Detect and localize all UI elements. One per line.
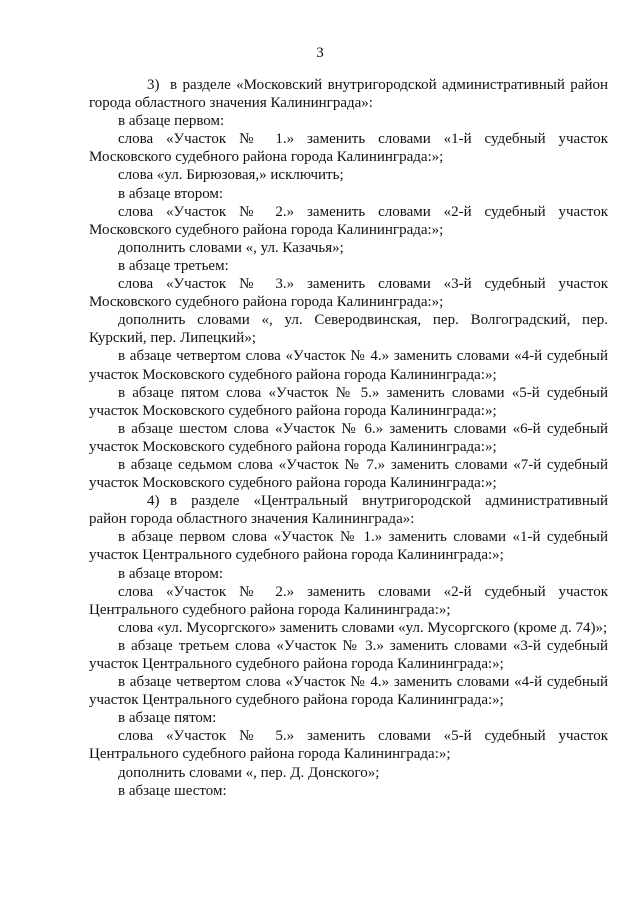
list-number: 4) <box>147 493 160 510</box>
paragraph: дополнить словами «, ул. Казачья»; <box>118 239 344 256</box>
paragraph: в абзаце третьем слова «Участок № 3.» заменить словами «3-й судебный участок Центрального судебного района города Калининграда:»; <box>89 637 608 672</box>
document-body <box>89 76 608 800</box>
paragraph: слова «Участок № 2.» заменить словами «2-й судебный участок Центрального судебного района города Калининграда:»; <box>89 583 608 618</box>
paragraph: слова «Участок № 2.» заменить словами «2-й судебный участок Московского судебного района города Калининграда:»; <box>89 203 608 238</box>
paragraph: слова «ул. Мусоргского» заменить словами «ул. Мусоргского (кроме д. 74)»; <box>118 619 608 636</box>
paragraph: в абзаце пятом слова «Участок № 5.» заменить словами «5-й судебный участок Московского судебного района города Калининграда:»; <box>89 384 608 419</box>
paragraph: в абзаце шестом слова «Участок № 6.» заменить словами «6-й судебный участок Московского судебного района города Калининграда:»; <box>89 420 608 455</box>
paragraph: слова «ул. Бирюзовая,» исключить; <box>118 167 344 184</box>
paragraph-section-4 <box>89 492 608 528</box>
paragraph: в абзаце шестом: <box>118 782 227 799</box>
list-number: 3) <box>147 77 160 93</box>
paragraph: в абзаце втором: <box>118 185 224 202</box>
paragraph: дополнить словами «, ул. Северодвинская, пер. Волгоградский, пер. Курский, пер. Липецкий»; <box>89 312 608 347</box>
paragraph: в абзаце седьмом слова «Участок № 7.» заменить словами «7-й судебный участок Московского судебного района города Калининграда:»; <box>89 456 608 492</box>
paragraph: в абзаце пятом: <box>118 710 217 727</box>
paragraph: слова «Участок № 5.» заменить словами «5-й судебный участок Центрального судебного района города Калининграда:»; <box>89 728 608 763</box>
paragraph: в абзаце третьем: <box>118 257 229 274</box>
paragraph: слова «Участок № 3.» заменить словами «3-й судебный участок Московского судебного района города Калининграда:»; <box>89 276 608 311</box>
paragraph: слова «Участок № 1.» заменить словами «1-й судебный участок Московского судебного района города Калининграда:»; <box>89 131 608 166</box>
paragraph: дополнить словами «, пер. Д. Донского»; <box>118 764 380 781</box>
paragraph: в абзаце четвертом слова «Участок № 4.» заменить словами «4-й судебный участок Центрального судебного района города Калининграда:»; <box>89 674 608 709</box>
paragraph: в абзаце втором: <box>118 565 224 582</box>
page-number: 3 <box>316 45 324 61</box>
paragraph-text: в разделе «Московский внутригородской административный район города областного значения Калининграда»: <box>89 77 608 112</box>
paragraph: в абзаце четвертом слова «Участок № 4.» заменить словами «4-й судебный участок Московского судебного района города Калининграда:»; <box>89 348 608 383</box>
paragraph: в абзаце первом: <box>118 113 225 130</box>
paragraph: в абзаце первом слова «Участок № 1.» заменить словами «1-й судебный участок Центрального судебного района города Калининграда:»; <box>89 529 608 564</box>
paragraph-text: в разделе «Центральный внутригородской административный район города областного значения Калининграда»: <box>89 493 608 528</box>
paragraph-section-3 <box>89 76 608 112</box>
